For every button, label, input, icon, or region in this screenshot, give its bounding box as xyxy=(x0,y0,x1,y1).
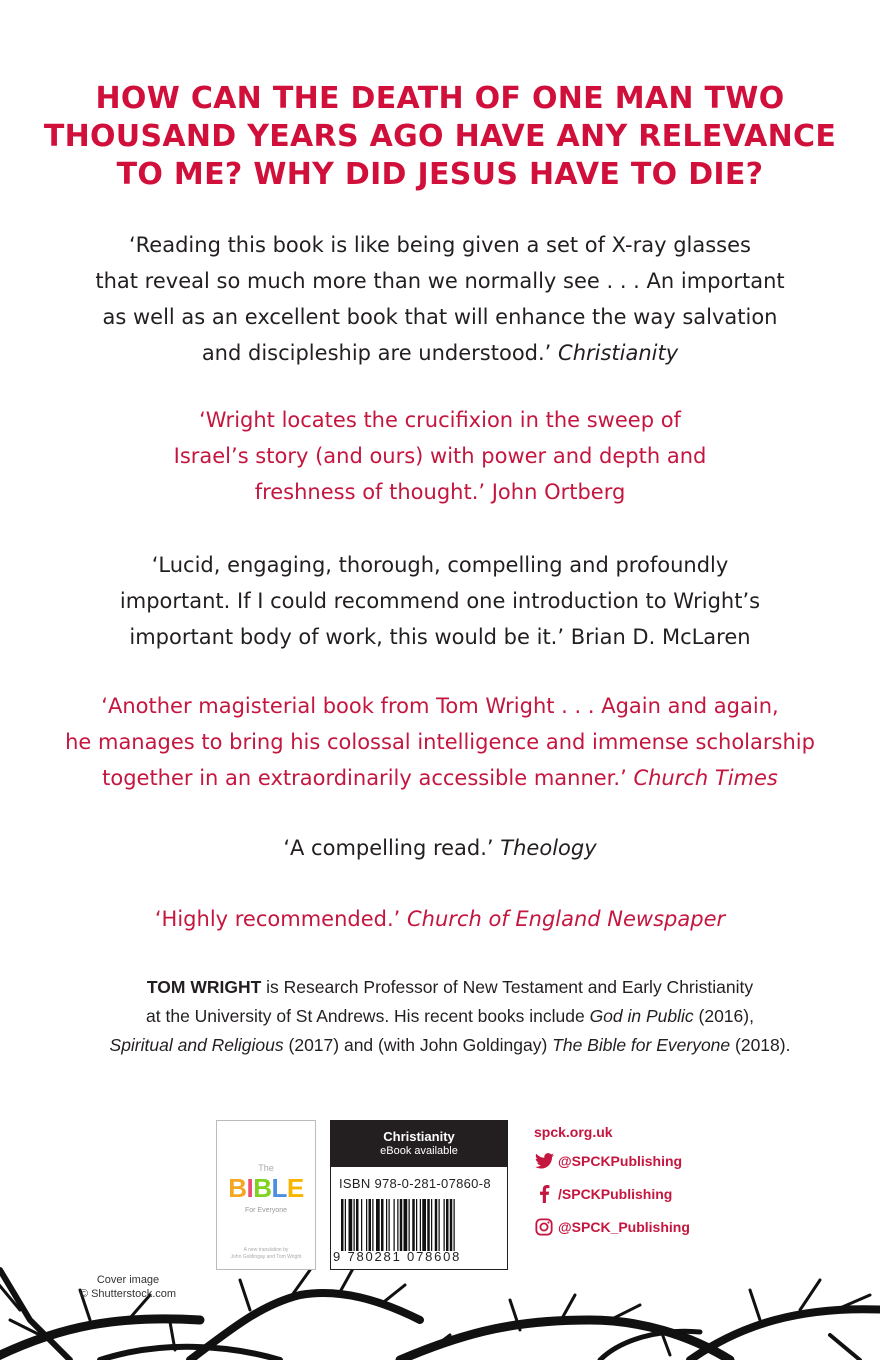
barcode-bar xyxy=(376,1199,380,1251)
book-title: Spiritual and Religious xyxy=(109,1035,284,1055)
review-quote-church-times xyxy=(60,688,820,796)
barcode-bar xyxy=(386,1199,387,1251)
review-quote-christianity xyxy=(60,227,820,371)
thumbnail-subtitle xyxy=(217,1247,315,1261)
isbn-text: ISBN 978-0-281-07860-8 xyxy=(339,1176,491,1191)
quote-line xyxy=(60,901,820,937)
title-letter: B xyxy=(253,1173,272,1203)
credit-line: © Shutterstock.com xyxy=(79,1288,177,1300)
quote-text: ‘Highly recommended.’ xyxy=(154,907,401,931)
facebook-icon xyxy=(534,1184,554,1204)
quote-line: ‘Wright locates the crucifixion in the sweep of xyxy=(199,408,681,432)
thumbnail-title xyxy=(217,1173,315,1204)
quote-source: Church of England Newspaper xyxy=(407,907,726,931)
facebook-handle: /SPCKPublishing xyxy=(558,1185,673,1202)
barcode-bar xyxy=(341,1199,344,1251)
barcode-bar xyxy=(431,1199,432,1251)
related-book-thumbnail xyxy=(216,1120,316,1270)
barcode-bar xyxy=(454,1199,455,1251)
publisher-links xyxy=(534,1120,690,1243)
barcode-bar xyxy=(345,1199,346,1251)
barcode-bar xyxy=(381,1199,384,1251)
quote-line: ‘Another magisterial book from Tom Wright . . . Again and again, xyxy=(101,694,779,718)
credit-line: Cover image xyxy=(96,1274,160,1286)
barcode-bar xyxy=(356,1199,359,1251)
quote-line: important. If I could recommend one introduction to Wright’s xyxy=(119,589,761,613)
quote-source: Theology xyxy=(500,836,597,860)
review-quote-ortberg xyxy=(60,402,820,510)
barcode-bar xyxy=(354,1199,355,1251)
bio-text: (2016), xyxy=(693,1006,754,1026)
bio-text: at the University of St Andrews. His recent books include xyxy=(146,1006,590,1026)
bio-line-1 xyxy=(60,973,840,1002)
barcode-bar xyxy=(420,1199,421,1251)
quote-line: ‘Reading this book is like being given a set of X-ray glasses xyxy=(128,233,751,257)
bio-text: is Research Professor of New Testament and Early Christianity xyxy=(261,977,754,997)
quote-text: ‘A compelling read.’ xyxy=(283,836,494,860)
book-title: The Bible for Everyone xyxy=(552,1035,731,1055)
barcode-bar xyxy=(412,1199,415,1251)
thumbnail-subtitle-line: A new translation by xyxy=(243,1247,289,1253)
instagram-link[interactable] xyxy=(534,1210,690,1243)
barcode-bar xyxy=(372,1199,373,1251)
author-name: TOM WRIGHT xyxy=(146,977,262,997)
thumbnail-subtitle-line: John Goldingay and Tom Wright xyxy=(230,1254,302,1260)
website-text: spck.org.uk xyxy=(534,1124,613,1140)
barcode-bar xyxy=(435,1199,438,1251)
barcode-digits: 9 780281 078608 xyxy=(333,1249,462,1264)
facebook-link[interactable] xyxy=(534,1177,690,1210)
review-quote-mclaren xyxy=(60,547,820,655)
barcode-bar xyxy=(361,1199,362,1251)
barcode-bar xyxy=(450,1199,453,1251)
title-letter: L xyxy=(271,1173,287,1203)
cover-image-credit xyxy=(66,1273,190,1301)
twitter-handle: @SPCKPublishing xyxy=(558,1152,683,1169)
twitter-link[interactable] xyxy=(534,1144,690,1177)
barcode-bar xyxy=(422,1199,426,1251)
ebook-label: eBook available xyxy=(380,1145,458,1157)
instagram-icon xyxy=(534,1217,554,1237)
quote-line: Israel’s story (and ours) with power and depth and xyxy=(173,444,707,468)
quote-line xyxy=(60,830,820,866)
bio-line-2 xyxy=(60,1002,840,1031)
quote-text: and discipleship are understood.’ xyxy=(201,341,552,365)
barcode-bar xyxy=(389,1199,390,1251)
barcode-bar xyxy=(349,1199,353,1251)
barcode-bar xyxy=(427,1199,430,1251)
thumbnail-the: The xyxy=(258,1163,274,1173)
barcode-bar xyxy=(416,1199,417,1251)
thumbnail-for-everyone: For Everyone xyxy=(244,1207,288,1214)
quote-line xyxy=(60,335,820,371)
bio-text: (2018). xyxy=(730,1035,791,1055)
quote-text: together in an extraordinarily accessible manner.’ xyxy=(102,766,627,790)
quote-line: ‘Lucid, engaging, thorough, compelling and profoundly xyxy=(151,553,729,577)
barcode-bar xyxy=(369,1199,372,1251)
author-bio xyxy=(60,973,840,1060)
website-link[interactable] xyxy=(534,1120,690,1144)
title-letter: I xyxy=(246,1173,254,1203)
bio-line-3 xyxy=(60,1031,840,1060)
barcode-bar xyxy=(439,1199,440,1251)
barcode-bar xyxy=(366,1199,367,1251)
instagram-handle: @SPCK_Publishing xyxy=(558,1218,690,1235)
barcode-bars xyxy=(341,1199,501,1251)
barcode-header xyxy=(331,1121,507,1167)
quote-source: Church Times xyxy=(633,766,778,790)
title-letter: E xyxy=(286,1173,304,1203)
twitter-icon xyxy=(534,1151,554,1171)
barcode-bar xyxy=(444,1199,445,1251)
title-letter: B xyxy=(228,1173,247,1203)
headline-line-1: HOW CAN THE DEATH OF ONE MAN TWO xyxy=(95,81,785,116)
quote-line: as well as an excellent book that will enhance the way salvation xyxy=(102,305,778,329)
barcode-bar xyxy=(394,1199,395,1251)
review-quote-theology xyxy=(60,830,820,866)
quote-line: that reveal so much more than we normally see . . . An important xyxy=(95,269,785,293)
barcode-bar xyxy=(404,1199,408,1251)
quote-line: important body of work, this would be it.’ Brian D. McLaren xyxy=(129,625,751,649)
category-label: Christianity xyxy=(383,1129,455,1144)
quote-line xyxy=(60,760,820,796)
barcode-bar xyxy=(446,1199,449,1251)
book-title: God in Public xyxy=(589,1006,694,1026)
quote-source: Christianity xyxy=(558,341,679,365)
isbn-barcode-panel xyxy=(330,1120,508,1270)
barcode-bar xyxy=(409,1199,410,1251)
review-quote-church-of-england-newspaper xyxy=(60,901,820,937)
headline xyxy=(40,80,840,194)
barcode-bar xyxy=(400,1199,403,1251)
bio-text: (2017) and (with John Goldingay) xyxy=(283,1035,553,1055)
quote-line: freshness of thought.’ John Ortberg xyxy=(254,480,626,504)
headline-line-3: TO ME? WHY DID JESUS HAVE TO DIE? xyxy=(116,157,764,192)
headline-line-2: THOUSAND YEARS AGO HAVE ANY RELEVANCE xyxy=(43,119,837,154)
quote-line: he manages to bring his colossal intelligence and immense scholarship xyxy=(65,730,815,754)
barcode-bar xyxy=(397,1199,398,1251)
